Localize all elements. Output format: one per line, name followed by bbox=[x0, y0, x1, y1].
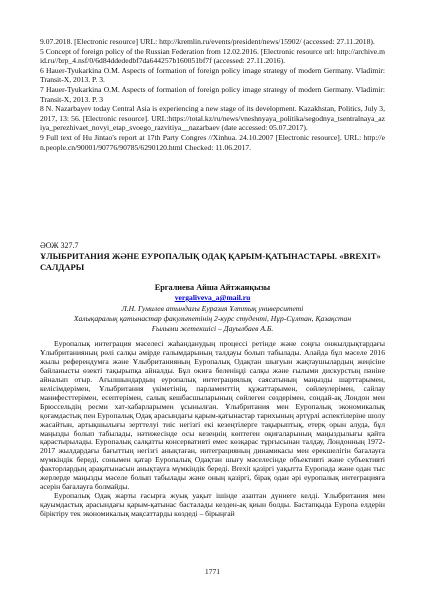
affiliation-university: Л.Н. Гумилев атындағы Еуразия Ұлттық университеті bbox=[121, 304, 304, 313]
article-title: ҰЛЫБРИТАНИЯ ЖӘНЕ ЕУРОПАЛЫҚ ОДАҚ ҚАРЫМ-ҚАТЫНАСТАРЫ. «BREXIT» САЛДАРЫ bbox=[40, 251, 381, 272]
document-page bbox=[40, 0, 385, 600]
reference-item: 6 Hauer-Tyukarkina O.M. Aspects of formation of foreign policy image strategy of modern Germany. Vladimir: Transit-X, 2013. P. 3. bbox=[40, 65, 385, 85]
reference-item: 7 Hauer-Tyukarkina O.M. Aspects of formation of foreign policy image strategy of modern Germany. Vladimir: Transit-X, 2013. P. 3 bbox=[40, 84, 385, 104]
reference-item: 5 Concept of foreign policy of the Russian Federation from 12.02.2016. [Electronic resource url: http://archive.mid.ru//brp_4.nsf/0/6d84ddededbf7da644257b160051bf7f (accessed: 27.11.2016). bbox=[40, 46, 385, 66]
author-email-link[interactable]: vergalivevа_a@mail.ru bbox=[174, 293, 251, 302]
article-body bbox=[40, 340, 385, 519]
scientific-advisor: Ғылыми жетекшісі – Дауылбаев А.Б. bbox=[151, 324, 274, 333]
reference-list bbox=[40, 37, 385, 152]
udk-code: ӘОЖ 327.7 bbox=[40, 241, 79, 250]
reference-item: 8 N. Nazarbayev today Central Asia is experiencing a new stage of its development. Kazakhstan, Politics, July 3, 2017, 13: 56. [Electronic resource]. URL:https://total.kz/ru/news/vneshnyaya_politika/segodnya_tsentralnaya_aziya_perezhivaet_novyi_etap_svoego_razvitiya__nazarbaev (date accessed: 05.07.2017). bbox=[40, 104, 385, 133]
affiliation-faculty: Халықаралық қатынастар факультетінің 2-курс студенті, Нұр-Сұлтан, Қазақстан bbox=[73, 314, 352, 323]
author-name: Ергалиева Айша Айтжанқызы bbox=[154, 283, 271, 292]
body-paragraph: Еуропалық интеграция мәселесі жаһанданудың процессі ретінде және соңғы онжылдықтардағы Ұлыбританияның рөлі салқы әмірде ғалымдарының талдауы болып табылады. Алайда бұл мәселе 2016 жылы референдумға және Ұлыбританияның Еуропалық Одақтан шығуын жақтаушылардың жеңісіне байланысты өзекті тақырыпқа айналды. Бұл окиға беленіңді салқы және ғылыми дискурстың пәніне айналып отыр. Ағылшындардың еуропалық интеграциялық саясатының маңызды шарттарымен, келісімдерімен, Ұлыбритания үкіметінің, парламенттің құжаттарымен, сөйлеулерімен, сайлау манифесттерімен, есептерімен, салық кешбасшыларының сөйлеген сөздерімен, сондай-ақ Лондон мен Брюссельдің ресми хат-хабарларымен ұсынылған. Ұлыбритания мен Еуропалық экономикалық қоғамдастық пен Еуропалық Одақ арасындағы қарым-қатынастар тарихының әртүрлі аспектілеріне шолу жасайтын, артықшылығы зерттелуі тиіс негізгі екі кезеңтілерге тақырыптық, етерқ орын алуда, бұл маңызды болып табылады, нәтижесінде осы кезеңнің көптеген оқиғаларының маңыздылығы қайта қарастырылады. Еуропалық салқатты консервативті емес көзқарас тұрғысынан талдау, Лондонның 1972-2017 жылдардағы бағыттың негізгі анықтаған, интеграцияның динамикасы мен ерекшелігін бағалауға мүмкіндік береді, сонымен қатар Еуропалық Одақтан шығу мәселесінде объективті және субъективті факторлардың арақатынасын анықтауға мүмкіндік береді. Brexit қазіргі уақытта Еуропада және одан тыс жерлерде маңызды мәселе болып табылады және оның қазіргі, бірақ одан әрі еуропалық интеграцияға әсерін бағалауға болмайды. bbox=[40, 339, 385, 492]
body-paragraph: Еуропалық Одақ жарты ғасырға жуық уақыт ішінде азаптан дүниеге келді. Ұлыбритания мен қауымдастық арасындағы қарым-қатынас басталады кезден-ақ қиын болды. Бастапқыда Еуропа елдерін біріктіру тек экономикалық мақсаттарды көздеді – бірыңғай bbox=[40, 491, 385, 519]
reference-item: 9 Full text of Hu Jintao's report at 17th Party Congres //Xinhua. 24.10.2007 [Electronic resource]. URL: http://en.people.cn/90001/90776/90785/6290120.html Checked: 11.06.2017. bbox=[40, 132, 385, 152]
reference-item: 9.07.2018. [Electronic resource] URL: http://kremlin.ru/events/president/news/15902/ (accessed: 27.11.2018). bbox=[40, 37, 375, 46]
page-number: 1771 bbox=[204, 567, 221, 576]
